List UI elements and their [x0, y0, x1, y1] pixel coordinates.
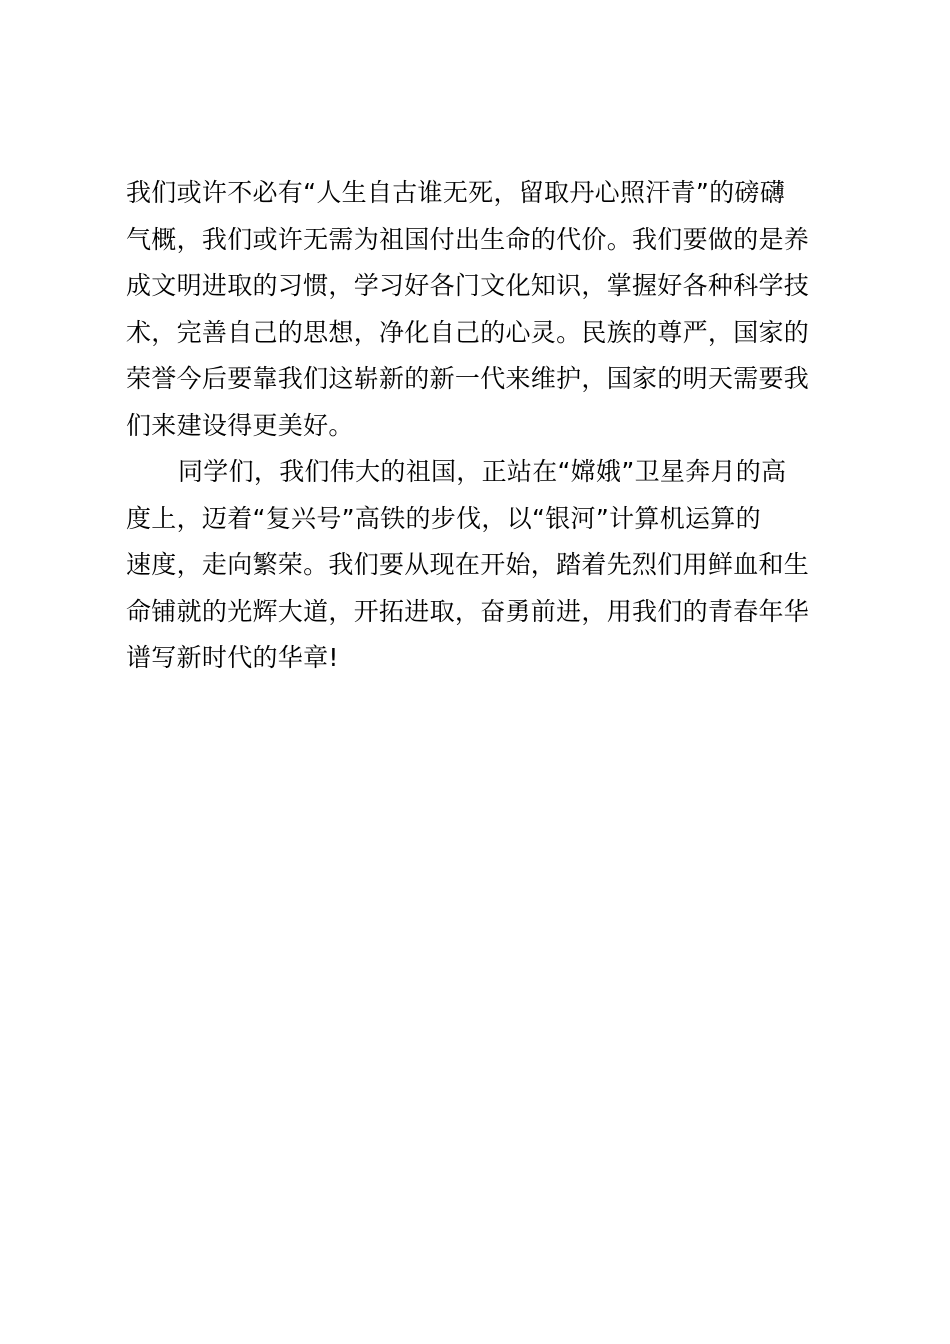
paragraph-line: 荣誉今后要靠我们这崭新的新一代来维护，国家的明天需要我: [126, 364, 810, 393]
paragraph-line: 气概，我们或许无需为祖国付出生命的代价。我们要做的是养: [126, 224, 810, 254]
paragraph-line: 谱写新时代的华章!: [126, 643, 339, 672]
paragraph-line: 们来建设得更美好。: [126, 410, 354, 440]
paragraph-1: [126, 170, 831, 449]
paragraph-line: 度上，迈着“复兴号”高铁的步伐，以“银河”计算机运算的: [126, 503, 761, 533]
paragraph-2: [126, 449, 831, 682]
document-body: [126, 170, 831, 682]
paragraph-line: 同学们，我们伟大的祖国，正站在“嫦娥”卫星奔月的高: [178, 457, 787, 486]
paragraph-line: 术，完善自己的思想，净化自己的心灵。民族的尊严，国家的: [126, 317, 810, 347]
paragraph-line: 我们或许不必有“人生自古谁无死，留取丹心照汗青”的磅礴: [126, 178, 786, 207]
paragraph-line: 速度，走向繁荣。我们要从现在开始，踏着先烈们用鲜血和生: [126, 550, 810, 579]
paragraph-line: 成文明进取的习惯，学习好各门文化知识，掌握好各种科学技: [126, 271, 810, 300]
paragraph-line: 命铺就的光辉大道，开拓进取，奋勇前进，用我们的青春年华: [126, 596, 810, 626]
